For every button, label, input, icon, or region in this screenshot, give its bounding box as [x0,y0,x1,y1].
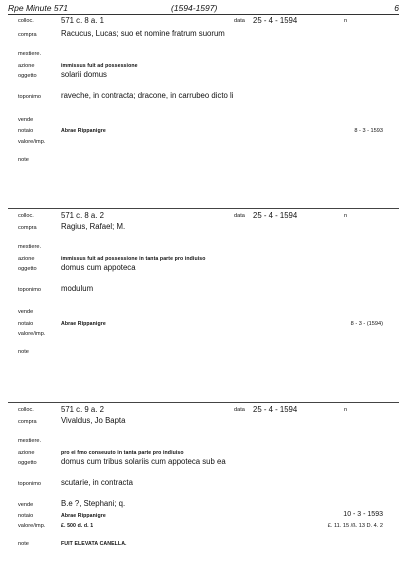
label-n: n [344,18,348,24]
label-toponimo: toponimo [18,481,42,487]
label-compra: compra [18,32,37,38]
toponimo-value: scutarie, in contracta [61,478,133,487]
label-colloc: colloc. [18,407,34,413]
notaio-date: 8 - 3 - 1593 [354,128,383,134]
label-colloc: colloc. [18,18,34,24]
valore-value: £. 500 d. d. 1 [61,523,94,529]
notaio-value: Abrae Rippanigre [61,513,106,519]
toponimo-value: raveche, in contracta; dracone, in carrubeo dicto li [61,91,234,100]
label-n: n [344,407,348,413]
header-years: (1594-1597) [171,3,218,13]
label-notaio: notaio [18,128,34,134]
header-title: Rpe Minute 571 [8,3,69,13]
colloc-value: 571 c. 9 a. 2 [61,405,104,414]
azione-value: immissus fuit ad possessione in tanta parte pro indiuiso [61,256,206,262]
vende-value: B.e ?, Stephani; q. [61,499,126,508]
colloc-value: 571 c. 8 a. 2 [61,211,104,220]
label-mestiere: mestiere. [18,51,42,57]
label-azione: azione [18,450,35,456]
oggetto-value: solarii domus [61,70,107,79]
label-valore: valore/imp. [18,331,46,337]
oggetto-value: domus cum appoteca [61,263,136,272]
label-valore: valore/imp. [18,523,46,529]
label-note: note [18,157,29,163]
label-azione: azione [18,63,35,69]
label-mestiere: mestiere. [18,438,42,444]
label-note: note [18,349,29,355]
label-note: note [18,541,29,547]
label-vende: vende [18,502,34,508]
record-separator [8,402,399,403]
label-oggetto: oggetto [18,460,37,466]
label-vende: vende [18,117,34,123]
notaio-value: Abrae Rippanigre [61,321,106,327]
toponimo-value: modulum [61,284,94,293]
note-value: FUIT ELEVATA CANELLA. [61,541,127,547]
date-value: 25 - 4 - 1594 [253,16,298,25]
label-mestiere: mestiere. [18,244,42,250]
compra-value: Racucus, Lucas; suo et nomine fratrum suorum [61,29,225,38]
label-compra: compra [18,225,37,231]
notaio-date: 8 - 3 - (1594) [350,321,383,327]
compra-value: Vivaldus, Jo Bapta [61,416,126,425]
label-notaio: notaio [18,321,34,327]
valore-right: £. 11. 15 /ß. 13 D. 4. 2 [327,523,383,529]
label-data: data [234,18,245,24]
date-value: 25 - 4 - 1594 [253,211,298,220]
label-notaio: notaio [18,513,34,519]
label-data: data [234,407,245,413]
label-vende: vende [18,309,34,315]
label-oggetto: oggetto [18,266,37,272]
label-toponimo: toponimo [18,287,42,293]
label-azione: azione [18,256,35,262]
label-valore: valore/imp. [18,139,46,145]
notaio-value: Abrae Rippanigre [61,128,106,134]
label-compra: compra [18,419,37,425]
label-oggetto: oggetto [18,73,37,79]
page-number: 6 [394,3,399,13]
compra-value: Ragius, Rafael; M. [61,222,126,231]
azione-value: immissus fuit ad possessione [61,63,138,69]
colloc-value: 571 c. 8 a. 1 [61,16,104,25]
notaio-date: 10 - 3 - 1593 [343,511,383,518]
label-data: data [234,213,245,219]
label-toponimo: toponimo [18,94,42,100]
header-rule [8,14,399,15]
azione-value: pro ei fmo conseuuto in tanta parte pro indiuiso [61,450,184,456]
label-n: n [344,213,348,219]
date-value: 25 - 4 - 1594 [253,405,298,414]
label-colloc: colloc. [18,213,34,219]
record-separator [8,208,399,209]
oggetto-value: domus cum tribus solariis cum appoteca sub ea [61,457,226,466]
